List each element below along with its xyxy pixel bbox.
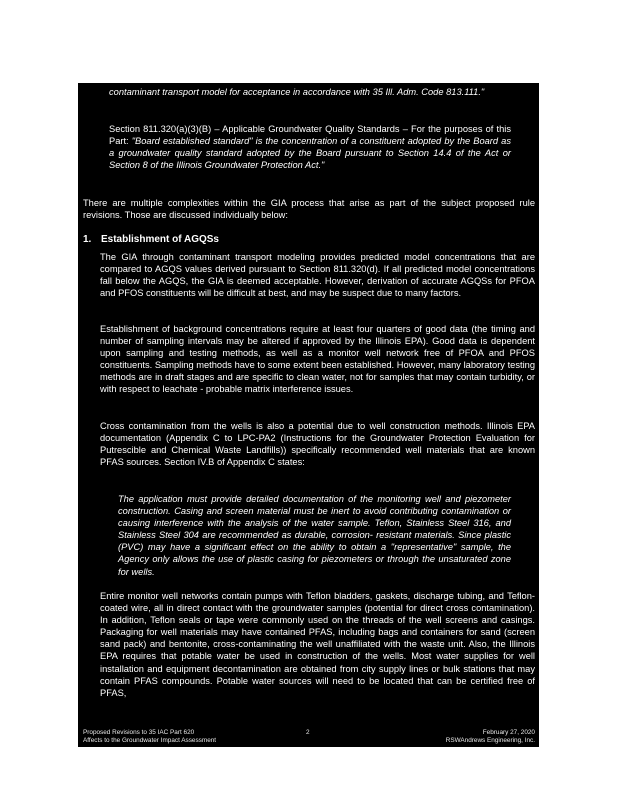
paragraph-cross-contamination: Cross contamination from the wells is also a potential due to well construction methods. Illinois EPA documentation (Appendix C to LPC-PA2 (Instructions for the Groundwater Protection Evaluation for Putrescible and Chemical Waste Landfills)) specifically recommended well materials that are known PFAS sources. Section IV.B of Appendix C states: [100,421,535,468]
section-heading-number: 1. [83,234,92,245]
footer-page-number: 2 [306,729,310,736]
footer-left-line1: Proposed Revisions to 35 IAC Part 620 [83,729,195,736]
footer-right-line2: RSWAndrews Engineering, Inc. [445,737,535,744]
block-quote-appendix-c: The application must provide detailed documentation of the monitoring well and piezometer construction. Casing and screen material must be inert to avoid contributing contamination or causing interference with the analysis of the water sample. Teflon, Stainless Steel 316, and Stainless Steel 304 are recommended as durable, corrosion- resistant materials. Since plastic (PVC) may have a significant effect on the ability to obtain a "representative" sample, the Agency only allows the use of plastic casing for piezometers or through the unsaturated zone for wells. [118,494,511,577]
paragraph-background-concentrations: Establishment of background concentrations require at least four quarters of good data (the timing and number of sampling intervals may be altered if approved by the Illinois EPA). Good data is dependent upon sampling and testing methods, as well as a monitor well network free of PFOA and PFOS constituents. Sampling methods have to some extent been established. However, many laboratory testing methods are in draft stages and are specific to clean water, not for samples that may contain turbidity, or with respect to leachate - probable matrix interference issues. [100,324,535,395]
quote-continuation: contaminant transport model for acceptance in accordance with 35 Ill. Adm. Code 813.111." [109,87,485,97]
paragraph-monitor-well-networks: Entire monitor well networks contain pumps with Teflon bladders, gaskets, discharge tubing, and Teflon-coated wire, all in direct contact with the groundwater samples (potential for direct cross contamination). In addition, Teflon seals or tape were commonly used on the threads of the well screens and casings. Packaging for well materials may have contained PFAS, including bags and containers for sand (screen sand pack) and bentonite, cross-contaminating the well unaffiliated with the waste unit. Also, the Illinois EPA requires that potable water be used in construction of the wells. Most water supplies for well installation and equipment decontamination are obtained from city supply lines or bulk stations that may contain PFAS compounds. Potable water sources will need to be located that can be certified free of PFAS, [100,591,535,698]
section-reference-quote: "Board established standard" is the concentration of a constituent adopted by the Board as a groundwater quality standard adopted by the Board pursuant to Section 14.4 of the Act or Section 8 of the Illinois Groundwater Protection Act." [109,136,511,171]
section-reference [109,123,511,171]
footer-right-line1: February 27, 2020 [482,729,535,736]
section-reference-label: Section 811.320(a)(3)(B) – Applicable Groundwater Quality Standards – For the purposes of this Part: [109,124,511,147]
section-heading: Establishment of AGQSs [101,234,219,245]
footer-left-line2: Affects to the Groundwater Impact Assessment [83,737,217,744]
intro-paragraph: There are multiple complexities within the GIA process that arise as part of the subject proposed rule revisions. Those are discussed individually below: [83,198,535,221]
paragraph-agqs-derivation: The GIA through contaminant transport modeling provides predicted model concentrations that are compared to AGQS values derived pursuant to Section 811.320(d). If all predicted model concentrations fall below the AGQS, the GIA is deemed acceptable. However, derivation of accurate AGQSs for PFOA and PFOS constituents will be difficult at best, and may be suspect due to many factors. [100,252,535,299]
document-page [78,83,539,747]
